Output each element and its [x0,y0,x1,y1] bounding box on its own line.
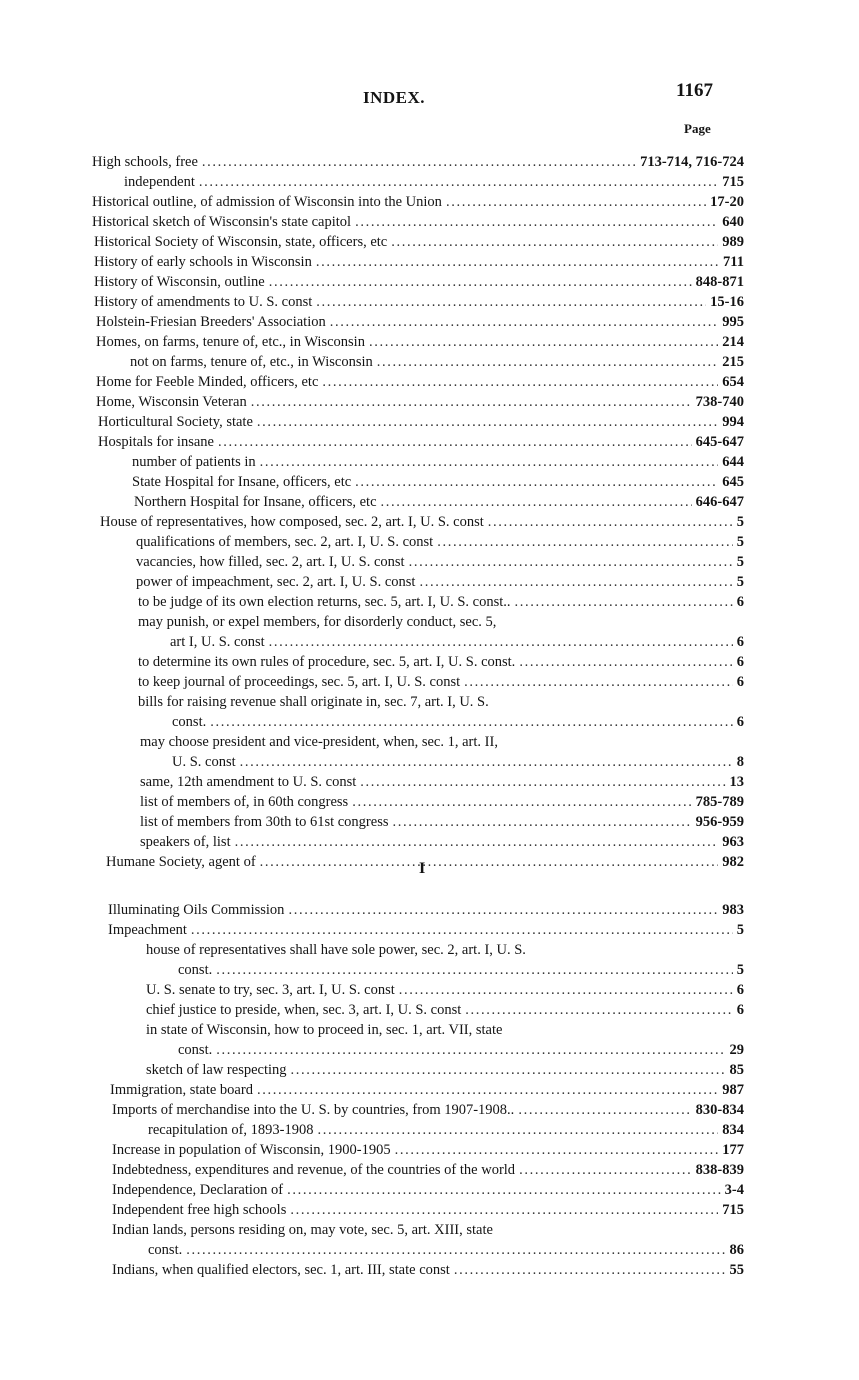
index-entry [94,252,744,272]
index-entry [96,392,744,412]
entry-text: High schools, free [92,154,198,170]
entry-text: U. S. const [172,754,236,770]
entry-page: 214 [722,334,744,350]
entry-page: 838-839 [695,1162,744,1178]
index-entry [146,1020,744,1040]
entry-page: 995 [722,314,744,330]
entry-text: const. [148,1242,183,1258]
entry-text: sketch of law respecting [146,1062,287,1078]
dot-leader [318,1120,719,1140]
index-entry [178,960,744,980]
index-entry [112,1140,744,1160]
index-entry [94,292,744,312]
dot-leader [399,980,733,1000]
index-entry [148,1120,744,1140]
entry-text: may choose president and vice-president, when, sec. 1, art. II, [140,734,498,750]
index-entry [138,652,744,672]
entry-text: in state of Wisconsin, how to proceed in, sec. 1, art. VII, state [146,1022,503,1038]
index-entry [138,612,744,632]
entry-page: 645 [722,474,744,490]
entry-text: Northern Hospital for Insane, officers, etc [134,494,377,510]
entry-text: qualifications of members, sec. 2, art. I, U. S. const [136,534,434,550]
entry-page: 86 [729,1242,744,1258]
dot-leader [465,1000,732,1020]
entry-text: independent [124,174,195,190]
index-entry [136,572,744,592]
dot-leader [218,432,692,452]
entry-text: Home, Wisconsin Veteran [96,394,247,410]
dot-leader [381,492,692,512]
entry-page: 830-834 [695,1102,744,1118]
dot-leader [518,1100,691,1120]
index-entry [172,712,744,732]
dot-leader [260,852,719,872]
entry-page: 987 [722,1082,744,1098]
entry-text: list of members from 30th to 61st congress [140,814,389,830]
dot-leader [216,1040,725,1060]
entry-text: Imports of merchandise into the U. S. by countries, from 1907-1908.. [112,1102,515,1118]
index-entry [106,852,744,872]
entry-text: const. [178,1042,213,1058]
dot-leader [287,1180,721,1200]
entry-page: 5 [736,534,744,550]
entry-page: 6 [736,714,744,730]
entry-page: 6 [736,654,744,670]
dot-leader [464,672,733,692]
entry-page: 713-714, 716-724 [640,154,744,170]
dot-leader [409,552,733,572]
dot-leader [288,900,718,920]
dot-leader [355,472,718,492]
index-entry [140,732,744,752]
index-entry [148,1240,744,1260]
entry-text: list of members of, in 60th congress [140,794,349,810]
dot-leader [269,632,733,652]
index-entry [92,212,744,232]
entry-text: Indians, when qualified electors, sec. 1, art. III, state const [112,1262,450,1278]
entry-text: Homes, on farms, tenure of, etc., in Wisconsin [96,334,365,350]
entry-text: to determine its own rules of procedure, sec. 5, art. I, U. S. const. [138,654,516,670]
dot-leader [291,1060,726,1080]
index-entry [92,192,744,212]
page-column-label: Page [684,121,711,136]
entry-page: 963 [722,834,744,850]
entry-text: house of representatives shall have sole power, sec. 2, art. I, U. S. [146,942,526,958]
dot-leader [392,812,691,832]
index-entry [140,812,744,832]
entry-text: Indebtedness, expenditures and revenue, of the countries of the world [112,1162,516,1178]
entry-text: vacancies, how filled, sec. 2, art. I, U. S. const [136,554,405,570]
index-entry [96,332,744,352]
entry-page: 5 [736,514,744,530]
index-entry [146,940,744,960]
entry-text: Historical Society of Wisconsin, state, officers, etc [94,234,388,250]
dot-leader [369,332,718,352]
index-entry [112,1260,744,1280]
index-entry [94,272,744,292]
index-entry [132,472,744,492]
entry-page: 711 [723,254,744,270]
entry-page: 715 [722,174,744,190]
entry-text: Impeachment [108,922,187,938]
dot-leader [290,1200,718,1220]
index-entry [94,232,744,252]
entry-page: 85 [729,1062,744,1078]
entry-page: 834 [722,1122,744,1138]
dot-leader [257,1080,718,1100]
entry-text: chief justice to preside, when, sec. 3, art. I, U. S. const [146,1002,462,1018]
dot-leader [240,752,733,772]
index-entry [172,752,744,772]
entry-page: 3-4 [724,1182,744,1198]
entry-page: 983 [722,902,744,918]
index-entry [100,512,744,532]
dot-leader [330,312,719,332]
index-entry [136,552,744,572]
dot-leader [202,152,636,172]
dot-leader [395,1140,719,1160]
index-entry [138,692,744,712]
entry-text: Historical sketch of Wisconsin's state capitol [92,214,352,230]
entry-text: power of impeachment, sec. 2, art. I, U. S. const [136,574,416,590]
entry-page: 982 [722,854,744,870]
entry-page: 646-647 [695,494,744,510]
entry-page: 6 [736,634,744,650]
index-entry [130,352,744,372]
entry-page: 989 [722,234,744,250]
entry-page: 785-789 [695,794,744,810]
index-entry [108,920,744,940]
index-entry [112,1100,744,1120]
entry-page: 5 [736,574,744,590]
dot-leader [210,712,733,732]
dot-leader [191,920,733,940]
index-entry [98,412,744,432]
index-entry [96,372,744,392]
index-entry [112,1160,744,1180]
dot-leader [322,372,718,392]
entry-text: Illuminating Oils Commission [108,902,285,918]
entry-text: const. [172,714,207,730]
index-entry [108,900,744,920]
dot-leader [419,572,732,592]
entry-text: Historical outline, of admission of Wisconsin into the Union [92,194,442,210]
entry-page: 640 [722,214,744,230]
entry-text: History of early schools in Wisconsin [94,254,312,270]
entry-text: Holstein-Friesian Breeders' Association [96,314,326,330]
entry-page: 55 [729,1262,744,1278]
entry-page: 6 [736,674,744,690]
dot-leader [446,192,706,212]
entry-text: art I, U. S. const [170,634,265,650]
section-letter: I [419,860,426,877]
entry-text: History of Wisconsin, outline [94,274,265,290]
entry-text: Immigration, state board [110,1082,253,1098]
entry-text: speakers of, list [140,834,231,850]
entry-text: same, 12th amendment to U. S. const [140,774,357,790]
index-entry [146,980,744,1000]
dot-leader [519,1160,692,1180]
index-entry [98,432,744,452]
entry-page: 645-647 [695,434,744,450]
dot-leader [186,1240,725,1260]
index-entry [136,532,744,552]
index-entry [132,452,744,472]
index-entry [178,1040,744,1060]
dot-leader [437,532,733,552]
entry-text: may punish, or expel members, for disorderly conduct, sec. 5, [138,614,497,630]
dot-leader [488,512,733,532]
index-entry [112,1220,744,1240]
entry-text: number of patients in [132,454,256,470]
index-entry [140,832,744,852]
entry-text: not on farms, tenure of, etc., in Wisconsin [130,354,373,370]
entry-page: 654 [722,374,744,390]
entry-text: State Hospital for Insane, officers, etc [132,474,352,490]
entry-text: Humane Society, agent of [106,854,256,870]
dot-leader [216,960,733,980]
entry-text: to keep journal of proceedings, sec. 5, art. I, U. S. const [138,674,461,690]
index-entry [170,632,744,652]
dot-leader [352,792,691,812]
dot-leader [515,592,733,612]
dot-leader [235,832,719,852]
entry-page: 5 [736,554,744,570]
entry-page: 6 [736,982,744,998]
entry-page: 29 [729,1042,744,1058]
index-entry [134,492,744,512]
entry-text: Independent free high schools [112,1202,287,1218]
index-entry [140,772,744,792]
entry-page: 15-16 [710,294,744,310]
entry-page: 715 [722,1202,744,1218]
entry-text: to be judge of its own election returns, sec. 5, art. I, U. S. const.. [138,594,511,610]
entry-page: 6 [736,1002,744,1018]
dot-leader [355,212,718,232]
dot-leader [199,172,718,192]
running-title: INDEX. [363,88,426,107]
index-entry [146,1060,744,1080]
index-entry [112,1180,744,1200]
entry-page: 13 [729,774,744,790]
entry-text: recapitulation of, 1893-1908 [148,1122,314,1138]
entry-text: const. [178,962,213,978]
index-entry [112,1200,744,1220]
index-entry [124,172,744,192]
dot-leader [377,352,718,372]
entry-page: 215 [722,354,744,370]
entry-page: 738-740 [695,394,744,410]
entry-text: Indian lands, persons residing on, may vote, sec. 5, art. XIII, state [112,1222,493,1238]
dot-leader [251,392,692,412]
entry-page: 956-959 [695,814,744,830]
entry-page: 8 [736,754,744,770]
entry-page: 5 [736,922,744,938]
dot-leader [316,292,706,312]
entry-page: 848-871 [695,274,744,290]
index-entry [138,592,744,612]
dot-leader [454,1260,726,1280]
dot-leader [260,452,719,472]
page-number: 1167 [676,80,713,101]
entry-text: Increase in population of Wisconsin, 1900-1905 [112,1142,391,1158]
dot-leader [391,232,718,252]
entry-text: Home for Feeble Minded, officers, etc [96,374,319,390]
dot-leader [360,772,725,792]
entry-text: bills for raising revenue shall originate in, sec. 7, art. I, U. S. [138,694,489,710]
entry-page: 5 [736,962,744,978]
index-entry [92,152,744,172]
entry-page: 177 [722,1142,744,1158]
index-entry [96,312,744,332]
dot-leader [316,252,719,272]
entry-text: U. S. senate to try, sec. 3, art. I, U. S. const [146,982,395,998]
entry-page: 994 [722,414,744,430]
entry-text: Independence, Declaration of [112,1182,284,1198]
entry-page: 17-20 [710,194,744,210]
dot-leader [269,272,692,292]
entry-text: House of representatives, how composed, sec. 2, art. I, U. S. const [100,514,484,530]
entry-page: 644 [722,454,744,470]
entry-page: 6 [736,594,744,610]
dot-leader [257,412,718,432]
entry-text: History of amendments to U. S. const [94,294,313,310]
index-entry [138,672,744,692]
index-entry [146,1000,744,1020]
index-entry [110,1080,744,1100]
dot-leader [519,652,732,672]
index-entry [140,792,744,812]
entry-text: Horticultural Society, state [98,414,253,430]
entry-text: Hospitals for insane [98,434,214,450]
